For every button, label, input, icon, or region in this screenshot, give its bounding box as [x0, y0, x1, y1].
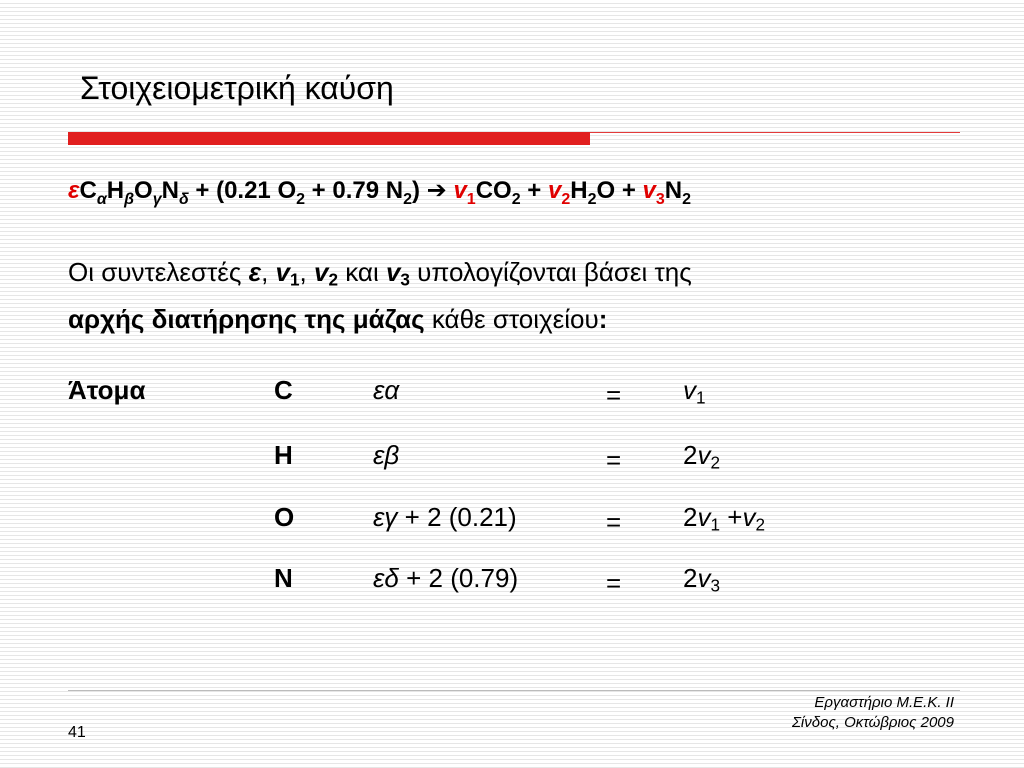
eq-v1-sub: 1	[466, 191, 476, 208]
eq-close-paren: )	[411, 177, 420, 204]
eq-sub-2: 2	[296, 191, 306, 208]
eq-o-plus: O +	[596, 177, 643, 204]
atoms-label: Άτομα	[68, 375, 146, 405]
eq-sub-beta: β	[124, 191, 135, 208]
mass-conservation-phrase: αρχής διατήρησης της μάζας	[68, 304, 425, 334]
coefficients-text-line1	[68, 257, 692, 288]
eq-epsilon: ε	[68, 177, 80, 204]
equals-sign: =	[606, 568, 622, 598]
balance-lhs: εβ	[373, 440, 400, 470]
var-sub: 3	[400, 269, 410, 290]
var-sub: 2	[328, 269, 338, 290]
eq-v1: v	[453, 177, 467, 204]
text-fragment: κάθε στοιχείου	[424, 304, 599, 334]
equals-sign: =	[606, 445, 622, 475]
eq-v2-sub: 2	[561, 191, 571, 208]
var-sub: 1	[289, 269, 300, 290]
slide-title: Στοιχειομετρική καύση	[80, 70, 394, 106]
eq-sub-delta: δ	[178, 191, 189, 208]
var-epsilon: ε	[248, 257, 262, 287]
balance-rhs: $2v_3$	[683, 563, 721, 596]
eq-v3-sub: 3	[655, 191, 665, 208]
text-fragment: ,	[299, 257, 314, 287]
eq-sub-gamma: γ	[152, 191, 162, 208]
balance-rhs: $2v_2$	[683, 440, 721, 473]
element-label: C	[274, 375, 293, 405]
balance-lhs: εγ + 2 (0.21)	[373, 502, 517, 532]
balance-rhs: $2v_1 +v_2$	[683, 502, 765, 535]
eq-n: N	[664, 177, 683, 204]
eq-sub-alpha: α	[96, 191, 107, 208]
eq-h: H	[570, 177, 588, 204]
footer-caption	[700, 693, 954, 733]
balance-rhs: $v_1$	[683, 375, 706, 408]
text-colon: :	[598, 304, 608, 334]
equals-sign: =	[606, 380, 622, 410]
page-number: 41	[68, 724, 86, 741]
title-rule-accent	[68, 132, 590, 145]
var-v: v	[385, 257, 401, 287]
footer-line: Εργαστήριο Μ.Ε.Κ. ΙΙ	[814, 694, 954, 711]
balance-lhs: εα	[373, 375, 400, 405]
balance-lhs: εδ + 2 (0.79)	[373, 563, 519, 593]
text-fragment: Οι συντελεστές	[68, 257, 249, 287]
eq-v3: v	[642, 177, 656, 204]
var-v: v	[313, 257, 329, 287]
eq-v2: v	[547, 177, 562, 204]
var-v: v	[275, 257, 290, 287]
text-fragment: και	[338, 257, 386, 287]
element-label: H	[274, 440, 293, 470]
eq-oxygen: O	[134, 177, 153, 204]
eq-air-n2: + 0.79 N	[305, 177, 404, 204]
eq-carbon: C	[79, 177, 97, 204]
eq-co: CO	[475, 177, 512, 204]
eq-nitrogen: N	[161, 177, 179, 204]
eq-sub-2: 2	[403, 191, 412, 208]
combustion-equation	[68, 176, 692, 208]
coefficients-text-line2	[68, 304, 607, 335]
eq-n-sub: 2	[682, 191, 692, 208]
element-label: O	[274, 502, 295, 532]
eq-hydrogen: H	[106, 177, 125, 204]
arrow-icon: ➔	[426, 177, 447, 204]
equals-sign: =	[606, 507, 622, 537]
footer-line: Σίνδος, Οκτώβριος 2009	[791, 714, 954, 731]
text-fragment: ,	[261, 257, 276, 287]
footer-rule	[68, 690, 960, 691]
eq-h-sub: 2	[587, 191, 597, 208]
eq-plus: +	[520, 177, 548, 204]
eq-air-o2: + (0.21 O	[188, 177, 297, 204]
eq-co-sub: 2	[511, 191, 521, 208]
text-fragment: υπολογίζονται βάσει της	[409, 257, 692, 287]
element-label: N	[274, 563, 293, 593]
